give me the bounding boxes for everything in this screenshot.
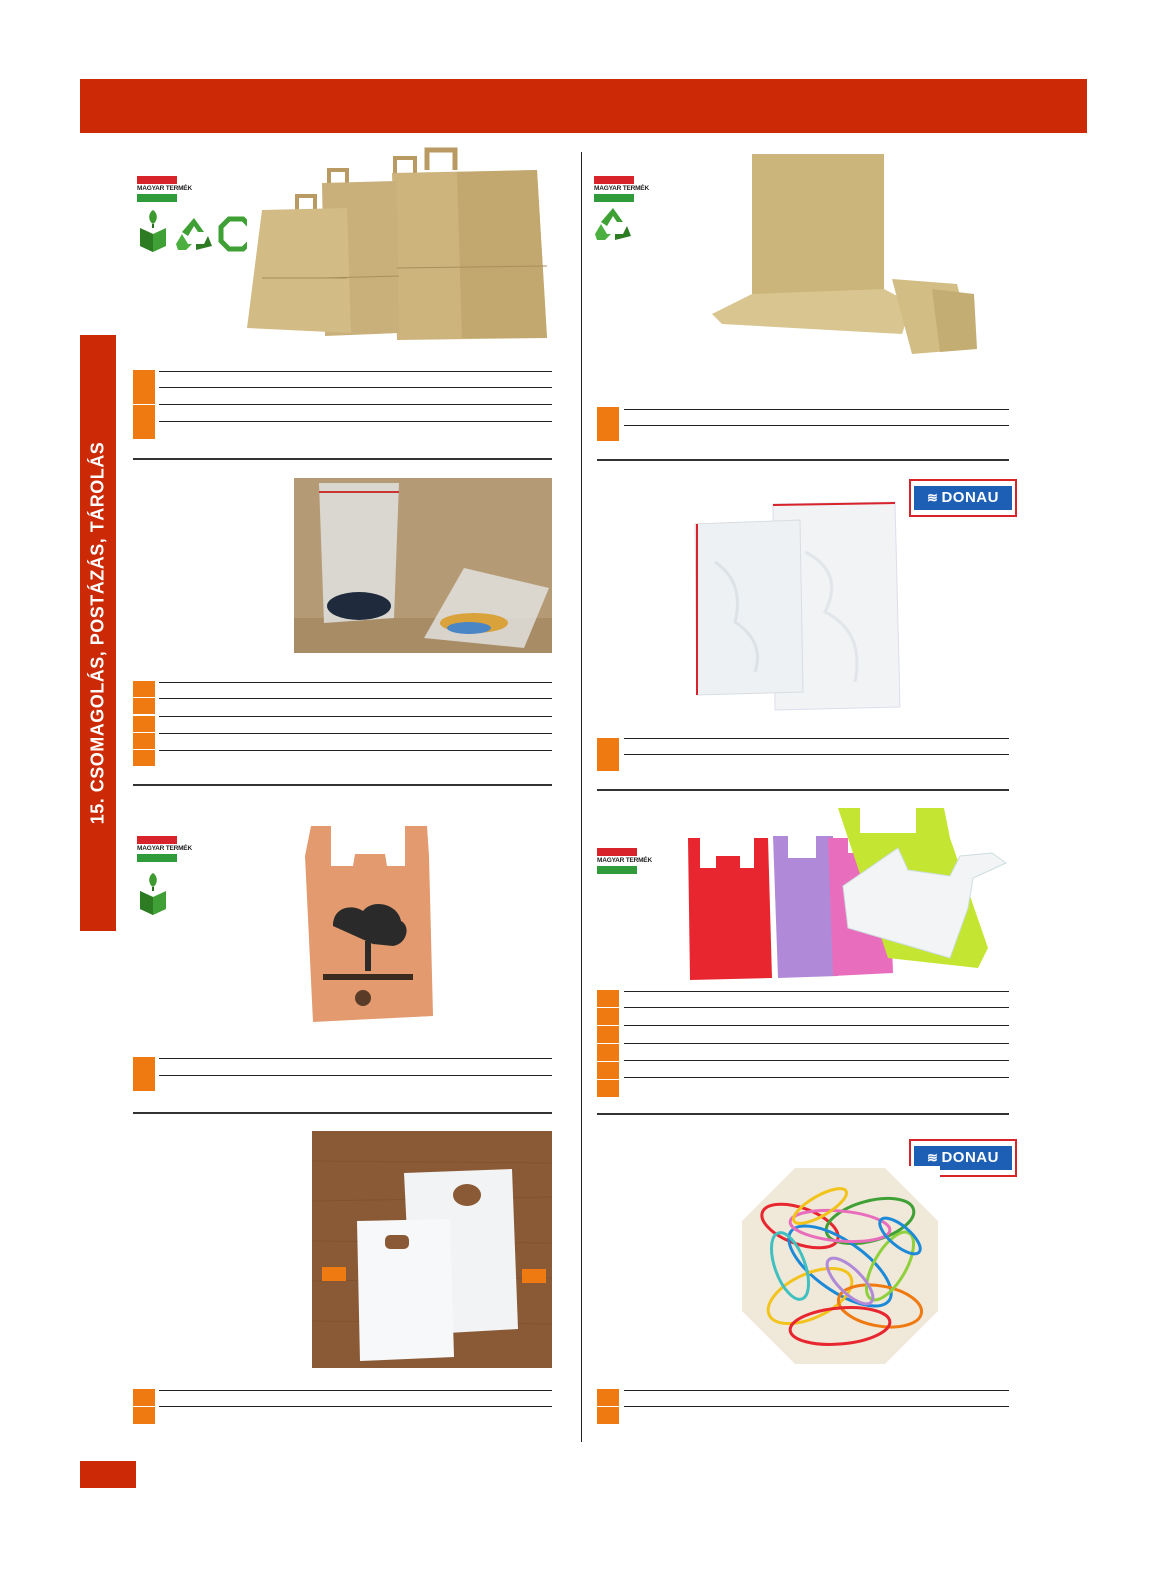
page-header-bar [80, 79, 1087, 133]
spec-line [624, 425, 1009, 426]
tshirt-bag-print-image [303, 826, 437, 1026]
paper-carrier-bags-image [247, 148, 551, 347]
spec-line [159, 421, 552, 422]
spec-line [159, 733, 552, 734]
spec-marker [133, 750, 155, 766]
eco-box-icon [137, 870, 169, 916]
spec-marker [133, 1057, 155, 1091]
donau-logo: ≋ DONAU [909, 1139, 1017, 1177]
product-separator [133, 1112, 552, 1114]
magyar-termek-badge: MAGYAR TERMÉK [137, 836, 177, 862]
product-separator [597, 789, 1009, 791]
die-cut-bags-image [312, 1131, 552, 1368]
spec-line [159, 1075, 552, 1076]
spec-marker [597, 990, 619, 1007]
product-separator [597, 459, 1009, 461]
spec-marker [133, 733, 155, 749]
recycle-icon [592, 206, 634, 242]
spec-marker [597, 1389, 619, 1406]
spec-line [159, 404, 552, 405]
recycle-icon [174, 216, 214, 252]
spec-marker [133, 1389, 155, 1406]
zip-bags-image [294, 478, 552, 653]
spec-marker [133, 1407, 155, 1424]
spec-marker [597, 1407, 619, 1424]
spec-line [159, 371, 552, 372]
spec-line [624, 1077, 1009, 1078]
tshirt-bags-color-image [688, 808, 1044, 988]
spec-line [159, 698, 552, 699]
spec-marker [133, 716, 155, 732]
spec-line [624, 1390, 1009, 1391]
page-number-box [80, 1461, 136, 1488]
product-separator [133, 784, 552, 786]
spec-line [159, 387, 552, 388]
spec-marker [133, 681, 155, 697]
magyar-termek-badge: MAGYAR TERMÉK [137, 176, 177, 202]
spec-line [624, 1060, 1009, 1061]
column-divider [581, 152, 582, 1442]
spec-line [624, 1025, 1009, 1026]
spec-line [624, 1043, 1009, 1044]
spec-marker [597, 407, 619, 441]
spec-line [624, 991, 1009, 992]
spec-line [624, 754, 1009, 755]
spec-line [159, 750, 552, 751]
spec-marker [597, 1008, 619, 1025]
spec-line [624, 409, 1009, 410]
paper-mailing-bag-image [712, 154, 984, 360]
spec-marker [597, 1062, 619, 1079]
spec-line [624, 1007, 1009, 1008]
spec-line [159, 716, 552, 717]
spec-marker [597, 1044, 619, 1061]
product-separator [133, 458, 552, 460]
spec-marker [597, 1080, 619, 1097]
magyar-termek-badge: MAGYAR TERMÉK [597, 848, 637, 874]
spec-marker [133, 698, 155, 714]
spec-marker [133, 370, 155, 404]
spec-marker [133, 405, 155, 439]
spec-line [159, 1058, 552, 1059]
product-separator [597, 1113, 1009, 1115]
spec-line [159, 1390, 552, 1391]
spec-line [624, 1406, 1009, 1407]
chapter-title: 15. CSOMAGOLÁS, POSTÁZÁS, TÁROLÁS [87, 441, 108, 825]
spec-line [624, 738, 1009, 739]
spec-marker [597, 1026, 619, 1043]
spec-line [159, 682, 552, 683]
eco-box-icon [137, 208, 169, 252]
spec-line [159, 1406, 552, 1407]
chapter-side-tab [80, 335, 116, 931]
spec-marker [597, 738, 619, 771]
magyar-termek-badge: MAGYAR TERMÉK [594, 176, 634, 202]
donau-logo: ≋ DONAU [909, 479, 1017, 517]
rubber-bands-image [740, 1166, 940, 1366]
zip-bags-donau-image [695, 502, 905, 710]
